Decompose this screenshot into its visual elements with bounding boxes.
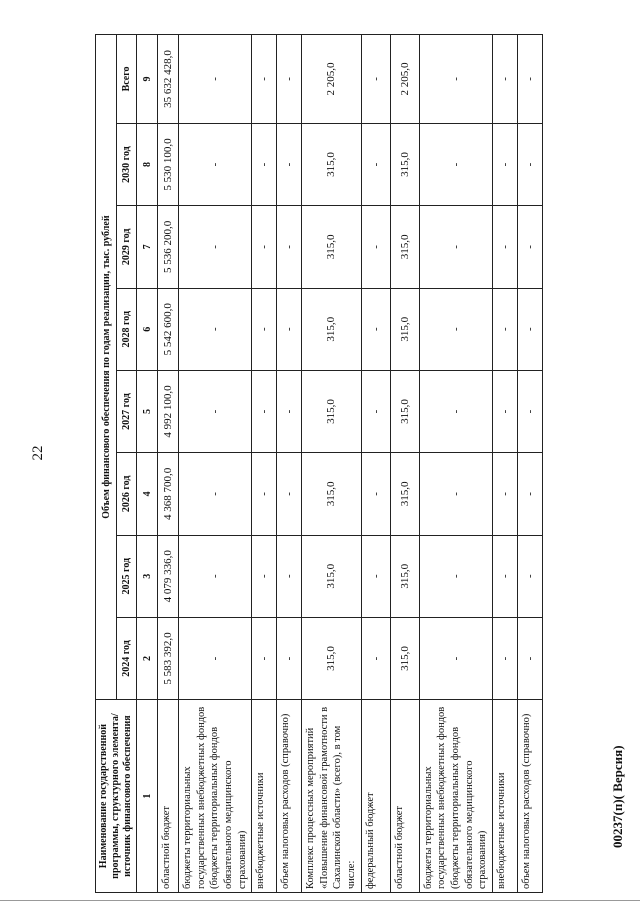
table-row (361, 35, 390, 893)
year-header: 2030 год (117, 123, 137, 205)
row-total: - (179, 35, 252, 124)
row-value: - (419, 370, 492, 452)
row-value: - (492, 206, 517, 288)
column-index: 2 (137, 617, 158, 699)
row-total: 2 205,0 (390, 35, 419, 124)
row-value: 4 079 336,0 (158, 535, 179, 617)
row-value: - (517, 123, 542, 205)
year-header: 2026 год (117, 453, 137, 535)
row-value: 315,0 (390, 370, 419, 452)
table-row (517, 35, 542, 893)
row-value: 315,0 (390, 288, 419, 370)
row-label: федеральный бюджет (361, 700, 390, 893)
column-index: 9 (137, 35, 158, 124)
row-value: - (277, 288, 302, 370)
row-value: - (361, 370, 390, 452)
year-header: 2025 год (117, 535, 137, 617)
row-value: - (361, 617, 390, 699)
row-label: объем налоговых расходов (справочно) (277, 700, 302, 893)
row-value: 315,0 (390, 535, 419, 617)
column-index: 5 (137, 370, 158, 452)
row-label: внебюджетные источники (252, 700, 277, 893)
row-value: - (179, 206, 252, 288)
total-header: Всего (117, 35, 137, 124)
row-value: - (277, 370, 302, 452)
row-value: - (492, 288, 517, 370)
row-value: - (419, 206, 492, 288)
row-label: объем налоговых расходов (справочно) (517, 700, 542, 893)
header-group-cell: Объем финансового обеспечения по годам реализации, тыс. рублей (96, 35, 117, 700)
row-value: - (419, 535, 492, 617)
row-value: 315,0 (302, 370, 362, 452)
table-row (158, 35, 179, 893)
row-value: - (492, 370, 517, 452)
row-value: - (517, 617, 542, 699)
row-value: 315,0 (302, 453, 362, 535)
row-value: - (277, 453, 302, 535)
row-value: 4 992 100,0 (158, 370, 179, 452)
row-value: - (419, 123, 492, 205)
row-value: 315,0 (390, 453, 419, 535)
page-number: 22 (30, 445, 46, 461)
row-value: - (179, 288, 252, 370)
row-label: областной бюджет (158, 700, 179, 893)
row-value: - (252, 123, 277, 205)
column-index: 8 (137, 123, 158, 205)
row-value: 315,0 (390, 617, 419, 699)
document-footer-code: 00237(п)( Версия) (610, 745, 625, 848)
year-header: 2029 год (117, 206, 137, 288)
table-row (252, 35, 277, 893)
row-value: 4 368 700,0 (158, 453, 179, 535)
row-value: - (517, 370, 542, 452)
row-value: - (361, 123, 390, 205)
row-value: - (252, 535, 277, 617)
row-value: 5 530 100,0 (158, 123, 179, 205)
row-value: - (419, 617, 492, 699)
row-total: 35 632 428,0 (158, 35, 179, 124)
row-value: - (252, 453, 277, 535)
row-label: бюджеты территориальных государственных внебюджетных фондов (бюджеты территориальных фондов обязательного медицинского страхования) (179, 700, 252, 893)
row-value: - (277, 535, 302, 617)
row-label: областной бюджет (390, 700, 419, 893)
row-value: - (179, 453, 252, 535)
row-value: - (252, 288, 277, 370)
column-index: 3 (137, 535, 158, 617)
column-index: 1 (137, 700, 158, 893)
row-value: - (252, 617, 277, 699)
row-value: - (179, 370, 252, 452)
row-value: - (517, 288, 542, 370)
row-value: - (277, 123, 302, 205)
year-header: 2028 год (117, 288, 137, 370)
row-value: - (277, 617, 302, 699)
row-label: внебюджетные источники (492, 700, 517, 893)
table-row (492, 35, 517, 893)
row-value: - (419, 288, 492, 370)
header-name-cell: Наименование государственной программы, структурного элемента/источник финансового обеспечения (96, 700, 137, 893)
row-value: - (419, 453, 492, 535)
row-total: 2 205,0 (302, 35, 362, 124)
row-value: 315,0 (390, 206, 419, 288)
row-value: - (252, 206, 277, 288)
row-total: - (517, 35, 542, 124)
row-value: - (492, 123, 517, 205)
year-header: 2027 год (117, 370, 137, 452)
row-value: - (517, 453, 542, 535)
row-value: 5 542 600,0 (158, 288, 179, 370)
row-value: - (361, 535, 390, 617)
row-total: - (277, 35, 302, 124)
row-value: - (517, 206, 542, 288)
row-value: - (179, 123, 252, 205)
row-label: бюджеты территориальных государственных внебюджетных фондов (бюджеты территориальных фондов обязательного медицинского страхования) (419, 700, 492, 893)
table-row (419, 35, 492, 893)
row-value: 315,0 (390, 123, 419, 205)
row-value: 315,0 (302, 535, 362, 617)
table-row (179, 35, 252, 893)
row-value: 315,0 (302, 617, 362, 699)
row-total: - (252, 35, 277, 124)
table-row (390, 35, 419, 893)
header-row-top (96, 35, 117, 893)
year-header: 2024 год (117, 617, 137, 699)
table-row (302, 35, 362, 893)
row-value: 5 536 200,0 (158, 206, 179, 288)
row-value: 5 583 392,0 (158, 617, 179, 699)
row-value: - (252, 370, 277, 452)
row-value: - (517, 535, 542, 617)
column-index: 4 (137, 453, 158, 535)
row-value: - (492, 535, 517, 617)
row-value: - (179, 535, 252, 617)
row-label: Комплекс процессных мероприятий «Повышение финансовой грамотности в Сахалинской области» (всего), в том числе: (302, 700, 362, 893)
row-value: 315,0 (302, 288, 362, 370)
row-value: - (277, 206, 302, 288)
row-value: - (179, 617, 252, 699)
row-total: - (419, 35, 492, 124)
column-index: 6 (137, 288, 158, 370)
column-index: 7 (137, 206, 158, 288)
row-value: - (361, 206, 390, 288)
row-value: - (492, 617, 517, 699)
table-row (277, 35, 302, 893)
row-total: - (361, 35, 390, 124)
row-value: 315,0 (302, 123, 362, 205)
row-total: - (492, 35, 517, 124)
column-index-row (137, 35, 158, 893)
row-value: - (361, 288, 390, 370)
row-value: 315,0 (302, 206, 362, 288)
row-value: - (492, 453, 517, 535)
financing-table (95, 34, 543, 893)
row-value: - (361, 453, 390, 535)
